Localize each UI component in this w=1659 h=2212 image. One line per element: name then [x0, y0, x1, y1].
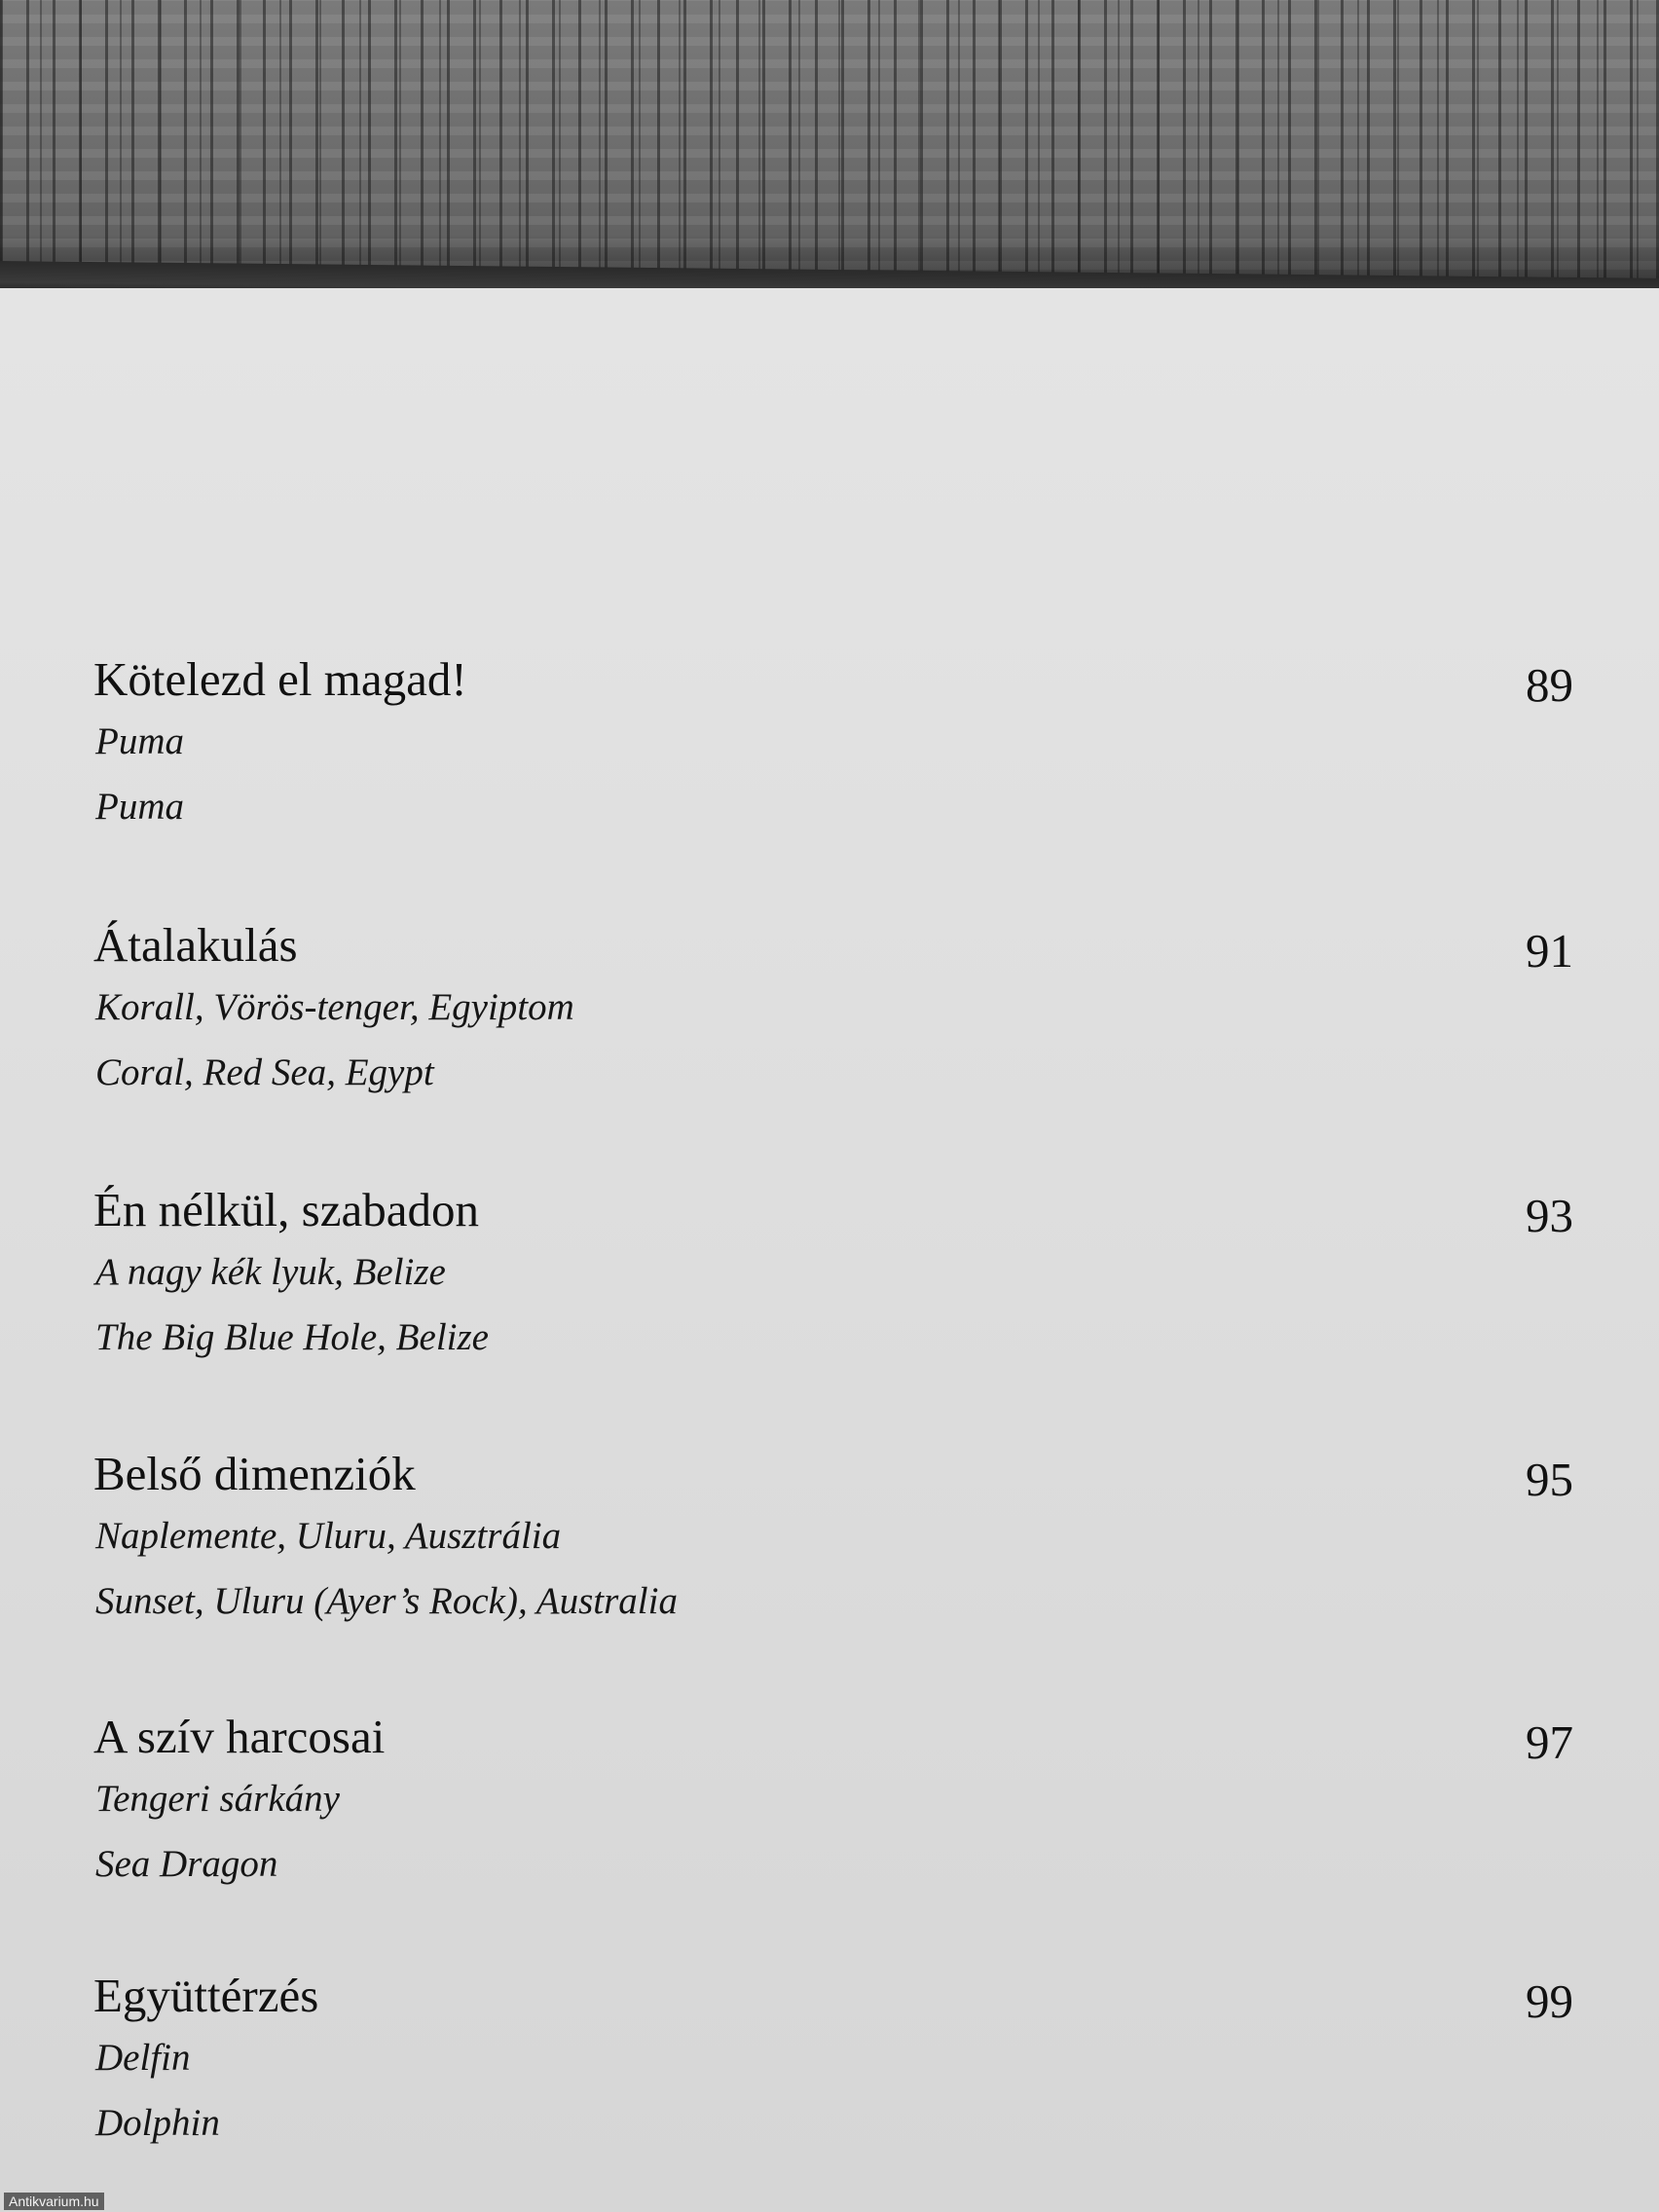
toc-entry-subtitle-hu: Naplemente, Uluru, Ausztrália	[95, 1515, 562, 1557]
toc-entry-subtitle-en: Coral, Red Sea, Egypt	[95, 1051, 434, 1093]
toc-entry[interactable]	[93, 1445, 1573, 1649]
toc-entry[interactable]	[93, 1181, 1573, 1385]
toc-entry-subtitle-en: Sea Dragon	[95, 1843, 278, 1885]
toc-entry-subtitle-hu: Puma	[95, 720, 184, 762]
toc-entry[interactable]	[93, 916, 1573, 1121]
toc-entry-subtitle-hu: Delfin	[95, 2037, 191, 2079]
toc-entry-page-number: 99	[1526, 1974, 1573, 2028]
toc-entry-page-number: 91	[1526, 924, 1573, 977]
toc-entry-subtitle-hu: Korall, Vörös-tenger, Egyiptom	[95, 986, 574, 1028]
toc-entry-page-number: 93	[1526, 1189, 1573, 1242]
toc-entry[interactable]	[93, 650, 1573, 855]
toc-entry-title: Együttérzés	[93, 1969, 319, 2022]
toc-entry-subtitle-en: Sunset, Uluru (Ayer’s Rock), Australia	[95, 1580, 678, 1622]
wood-surface	[0, 0, 1659, 292]
book-page	[0, 288, 1659, 2212]
table-of-contents	[0, 288, 1659, 2212]
toc-entry-page-number: 95	[1526, 1453, 1573, 1506]
toc-entry-title: Belső dimenziók	[93, 1447, 416, 1500]
toc-entry[interactable]	[93, 1708, 1573, 1912]
toc-entry-subtitle-hu: A nagy kék lyuk, Belize	[95, 1251, 446, 1293]
toc-entry-title: Kötelezd el magad!	[93, 652, 467, 706]
watermark: Antikvarium.hu	[4, 2193, 104, 2210]
toc-entry-title: Én nélkül, szabadon	[93, 1183, 479, 1236]
toc-entry-page-number: 89	[1526, 658, 1573, 712]
toc-entry-page-number: 97	[1526, 1715, 1573, 1769]
toc-entry-title: Átalakulás	[93, 918, 298, 972]
toc-entry-subtitle-en: Puma	[95, 786, 184, 828]
toc-entry-title: A szív harcosai	[93, 1710, 386, 1763]
toc-entry-subtitle-hu: Tengeri sárkány	[95, 1778, 340, 1820]
toc-entry[interactable]	[93, 1967, 1573, 2171]
toc-entry-subtitle-en: Dolphin	[95, 2102, 220, 2144]
toc-entry-subtitle-en: The Big Blue Hole, Belize	[95, 1316, 489, 1358]
